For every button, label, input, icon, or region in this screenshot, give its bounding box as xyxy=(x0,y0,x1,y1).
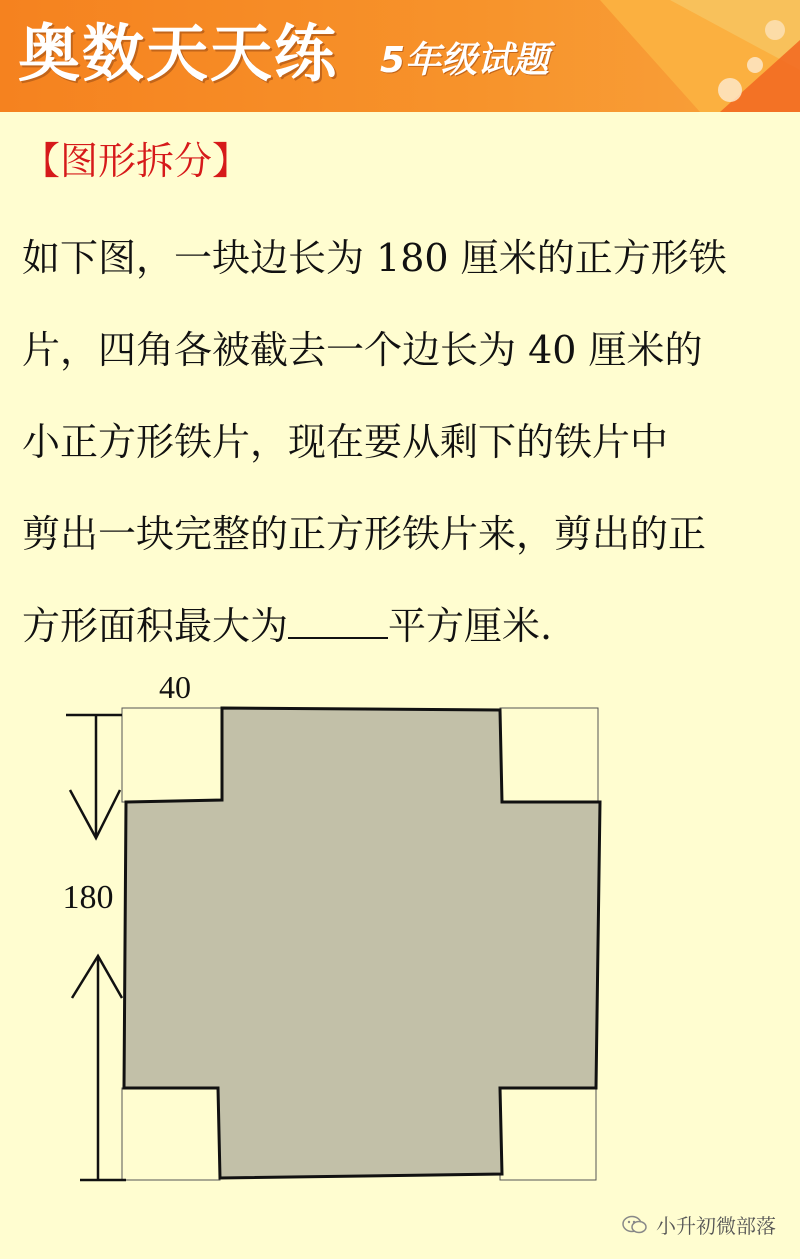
remaining-shape xyxy=(124,708,600,1178)
problem-text xyxy=(22,212,782,672)
corner-square-top-right xyxy=(500,708,598,802)
corner-square-bottom-right xyxy=(500,1088,596,1180)
problem-line: 剪出一块完整的正方形铁片来，剪出的正 xyxy=(22,512,707,556)
corner-size-label: 40 xyxy=(159,669,191,705)
answer-blank xyxy=(288,607,388,639)
header-banner xyxy=(0,0,800,112)
problem-line: 小正方形铁片，现在要从剩下的铁片中 xyxy=(22,420,669,464)
section-title: 【图形拆分】 xyxy=(22,139,251,183)
side-length-label: 180 xyxy=(62,879,114,916)
header-decoration xyxy=(580,0,800,112)
header-subtitle: 5年级试题 xyxy=(380,40,550,81)
problem-line-text: 方形面积最大为 xyxy=(22,604,289,648)
problem-line: 片，四角各被截去一个边长为 40 厘米的 xyxy=(22,328,703,372)
dimension-arrows xyxy=(66,715,126,1180)
cut-square-diagram xyxy=(0,660,800,1200)
answer-suffix: 平方厘米. xyxy=(388,604,553,648)
problem-line-last xyxy=(22,580,782,672)
corner-square-top-left xyxy=(122,708,222,802)
watermark-text: 小升初微部落 xyxy=(656,1214,776,1238)
watermark xyxy=(622,1210,776,1239)
header-title: 奥数天天练 xyxy=(18,17,339,90)
corner-square-bottom-left xyxy=(122,1088,220,1180)
problem-line: 如下图，一块边长为 180 厘米的正方形铁 xyxy=(22,236,727,280)
wechat-icon xyxy=(622,1215,648,1235)
